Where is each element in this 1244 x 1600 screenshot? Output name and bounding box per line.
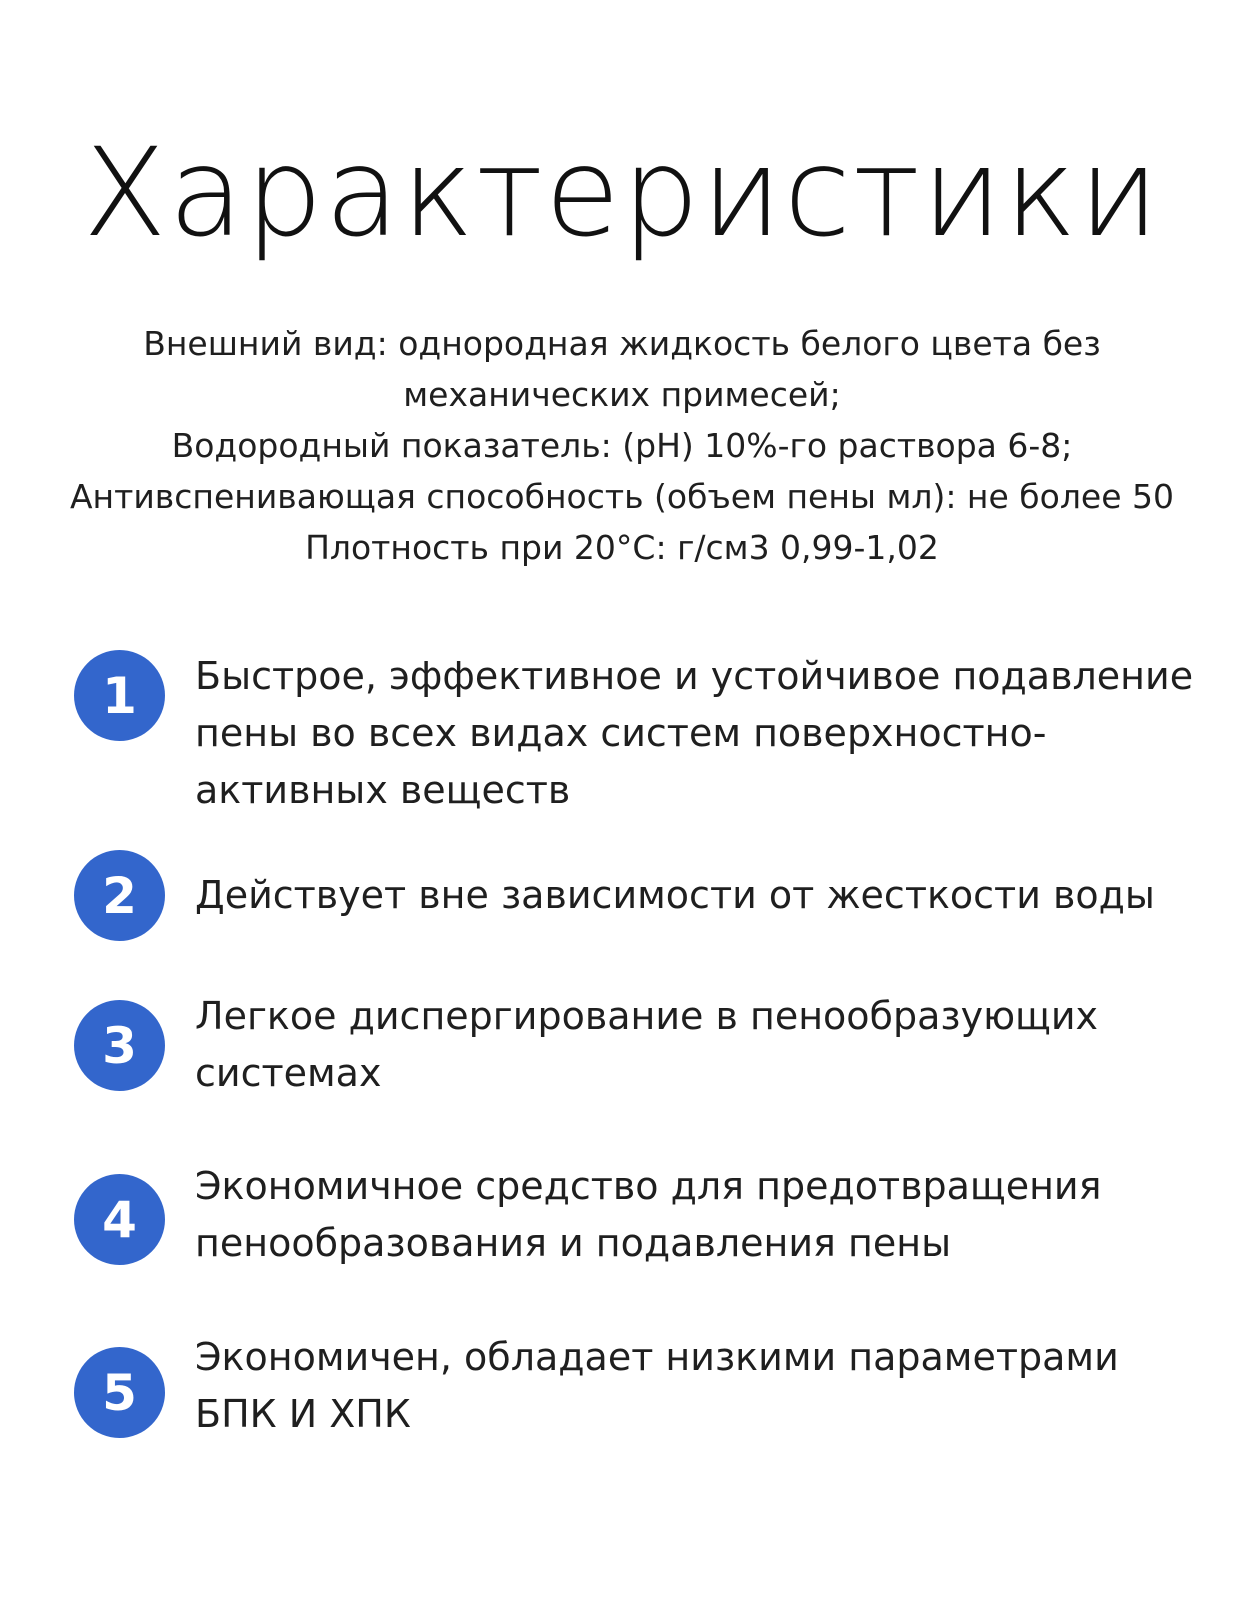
number-badge: 1 (74, 650, 165, 741)
specifications-block (40, 318, 1204, 573)
spec-line: Внешний вид: однородная жидкость белого цвета без (143, 324, 1101, 363)
number-badge: 5 (74, 1347, 165, 1438)
feature-item-2 (74, 850, 1214, 941)
feature-text: Экономичное средство для предотвращения пенообразования и подавления пены (195, 1164, 1102, 1265)
feature-item-1 (74, 648, 1214, 819)
number-badge: 4 (74, 1174, 165, 1265)
number-badge: 3 (74, 1000, 165, 1091)
feature-text: Быстрое, эффективное и устойчивое подавление пены во всех видах систем поверхностно- активных веществ (195, 654, 1194, 812)
feature-text: Экономичен, обладает низкими параметрами БПК И ХПК (195, 1335, 1119, 1436)
number-badge: 2 (74, 850, 165, 941)
feature-item-4 (74, 1158, 1214, 1272)
spec-line: Водородный показатель: (pH) 10%-го раствора 6-8; (171, 426, 1073, 465)
page-title: Характеристики (83, 122, 1161, 264)
feature-text: Действует вне зависимости от жесткости воды (195, 873, 1155, 917)
spec-line: Плотность при 20°С: г/см3 0,99-1,02 (305, 528, 939, 567)
feature-text: Легкое диспергирование в пенообразующих системах (195, 994, 1099, 1095)
spec-line: механических примесей; (403, 375, 841, 414)
feature-item-3 (74, 988, 1214, 1102)
feature-item-5 (74, 1329, 1214, 1443)
spec-line: Антивспенивающая способность (объем пены мл): не более 50 (69, 477, 1175, 516)
